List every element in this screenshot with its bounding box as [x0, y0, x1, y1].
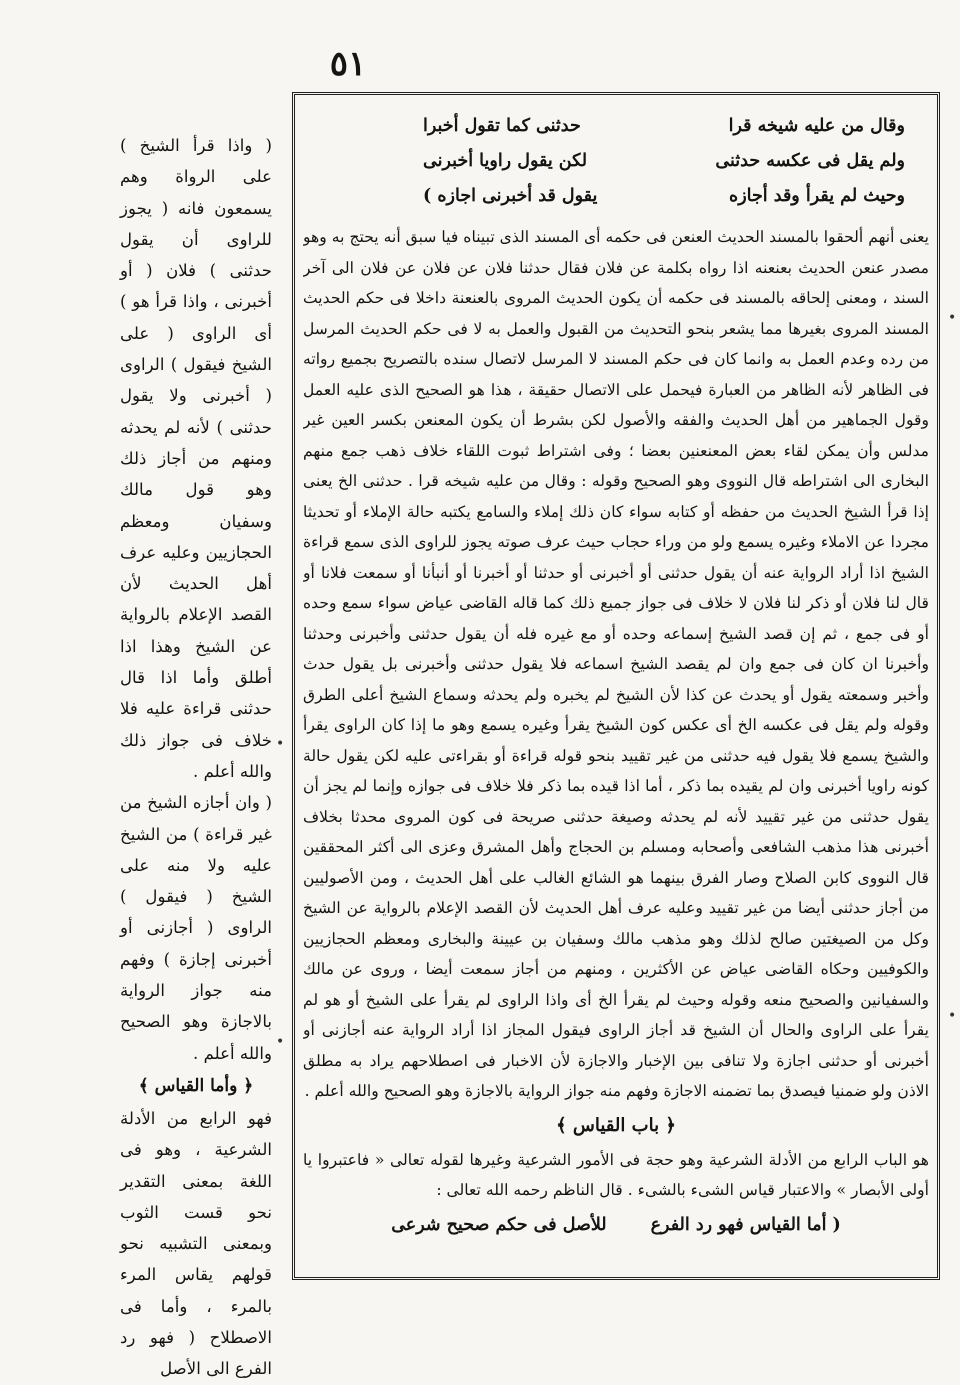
main-text-frame: [292, 92, 940, 1280]
qiyas-verse: [303, 1208, 929, 1242]
verse-line: [303, 179, 929, 214]
side-paragraph: فهو الرابع من الأدلة الشرعية ، وهو فى اللغة بمعنى التقدير نحو قست الثوب وبمعنى التشبيه نحو قولهم يقاس المرء بالمرء ، وأما فى الاصطلاح ( فهو رد الفرع الى الأصل: [120, 1108, 272, 1379]
side-commentary: [120, 130, 272, 1385]
page-number: ٥١: [329, 44, 367, 84]
hemistich-first: وقال من عليه شيخه قرا: [728, 116, 905, 136]
side-paragraph: ( وان أجازه الشيخ من غير قراءة ) من الشيخ عليه ولا منه على الشيخ ( فيقول ) الراوى ( أجازنى أو أخبرنى إجازة ) وفهم منه جواز الرواية بالاجازة وهو الصحيح والله أعلم .: [120, 793, 272, 1063]
verse-line: [303, 144, 929, 179]
verse-line: [303, 109, 929, 144]
hemistich-first: وحيث لم يقرأ وقد أجازه: [729, 186, 905, 206]
hemistich-first: ( أما القياس فهو رد الفرع: [650, 1214, 841, 1235]
qiyas-intro-paragraph: هو الباب الرابع من الأدلة الشرعية وهو حجة فى الأمور الشرعية وغيرها لقوله تعالى « فاعتبروا يا أولى الأبصار » والاعتبار قياس الشىء بالشىء . قال الناظم رحمه الله تعالى :: [303, 1150, 929, 1199]
hemistich-second: حدثنى كما تقول أخبرا: [423, 116, 581, 136]
margin-dot: •: [948, 1008, 957, 1024]
section-title-qiyas: ﴿ باب القياس ﴾: [556, 1114, 676, 1136]
margin-dot: •: [276, 1034, 285, 1050]
side-paragraph: ( واذا قرأ الشيخ ) على الرواة وهم يسمعون فانه ( يجوز للراوى أن يقول حدثنى ) فلان ( أو أخبرنى ، واذا قرأ هو ) أى الراوى ( على الشيخ فيقول ) الراوى ( أخبرنى ولا يقول حدثنى ) لأنه لم يحدثه ومنهم من أجاز ذلك وهو قول مالك وسفيان ومعظم الحجازيين وعليه عرف أهل الحديث لأن القصد الإعلام بالرواية عن الشيخ وهذا اذا أطلق وأما اذا قال حدثنى قراءة عليه فلا خلاف فى جواز ذلك والله أعلم .: [120, 136, 272, 781]
margin-dot: •: [948, 310, 957, 326]
main-text-area: [303, 103, 929, 1269]
side-section-title: ﴿ وأما القياس ﴾: [138, 1075, 254, 1096]
qiyas-intro: [303, 1145, 929, 1206]
commentary: [303, 222, 929, 1107]
hemistich-second: للأصل فى حكم صحيح شرعى: [391, 1214, 607, 1235]
hemistich-second: يقول قد أخبرنى اجازه ): [423, 186, 598, 206]
margin-dot: •: [276, 736, 285, 752]
hemistich-second: لكن يقول راويا أخبرنى: [423, 151, 588, 171]
verse-block: [303, 109, 929, 214]
commentary-paragraph: يعنى أنهم ألحقوا بالمسند الحديث العنعن فى حكمه أى المسند الذى تبيناه فيا سبق أنه يحتج به وهو مصدر عنعن الحديث بعنعنه اذا رواه بكلمة عن فلان فقال حدثنا فلان عن فلان عن فلان الى آخر السند ، ومعنى إلحاقه بالمسند فى حكمه أن يكون الحديث المروى بالعنعنة داخلا فى حكم الحديث المسند المروى بغيرها مما يشعر بنحو التحديث من القبول والعمل به لا فى حكم الحديث المرسل من رده وعدم العمل به وانما كان فى حكم المسند لا المرسل لاتصال سنده بالتصريح بجميع رواته فى الظاهر لأنه الظاهر من العبارة فيحمل على الاتصال حقيقة ، هذا هو الصحيح الذى عليه العمل وقول الجماهير من أهل الحديث والفقه والأصول لكن بشرط أن يكون المعنعن بكسر العين غير مدلس وأن يمكن لقاء بعض المعنعنين بعضا ؛ وفى اشتراط ثبوت اللقاء خلاف ذهب جمع منهم البخارى الى اشتراطه قال النووى وهو الصحيح وقوله : وقال من عليه شيخه قرا . حدثنى الخ يعنى إذا قرأ الشيخ الحديث من حفظه أو كتابه سواء كان ذلك إملاء والسامع يكتبه حالة الإملاء أو تحديثا مجردا عن الاملاء وغيره يسمع ولو من وراء حجاب حيث عرف صوته يجوز للراوى الذى سمع قراءة الشيخ اذا أراد الرواية عنه أن يقول حدثنى أو أخبرنى أو حدثنا أو أخبرنا أو أنبأنا أو سمعت فلانا أو قال لنا فلان أو ذكر لنا فلان لا خلاف فى جواز جميع ذلك كما قاله القاضى عياض سواء سمع وحده أو فى جمع ، ثم إن قصد الشيخ إسماعه وحده أو مع غيره فله أن يقول حدثنى وأخبرنى وحدثنا وأخبرنا ان كان فى جمع وان لم يقصد الشيخ اسماعه فلا يقول حدثنى وأخبرنى بل يقول حدث وأخبر وسمعته يقول أو يحدث عن كذا لأن الشيخ لم يخبره ولم يحدثه وسماع الشيخ أعلى الطرق وقوله ولم يقل فى عكسه الخ أى عكس كون الشيخ يقرأ وغيره يسمع وهو ما إذا كان الراوى يقرأ والشيخ يسمع فلا يقول فيه حدثنى من غير تقييد بنحو قوله قراءة أو بقراءتى عليه لكن يقول حالة كونه راويا أخبرنى وان لم يقيده بما ذكر ، أما اذا قيده بما ذكر فلا خلاف فى جوازه وإنما لم يجز أن يقول حدثنى من غير تقييد لأنه لم يحدثه وصيغة حدثنى صريحة فى كون المروى محدثا بخلاف أخبرنى هذا مذهب الشافعى وأصحابه ومسلم بن الحجاج وأهل المشرق وعزى الى أكثر المحققين قال النووى كابن الصلاح وصار الفرق بينهما هو الشائع الغالب على أهل الحديث ، ومن الأصوليين من أجاز حدثنى أيضا من غير تقييد وعليه عرف أهل الحديث لأن القصد الإعلام بالرواية عن الشيخ وكل من الصيغتين صالح لذلك وهو مذهب مالك وسفيان بن عيينة والبخارى ومعظم الحجازيين والكوفيين وحكاه القاضى عياض عن الأكثرين ، ومنهم من أجاز سمعت أيضا ، وروى عن مالك والسفيانين والصحيح منعه وقوله وحيث لم يقرأ الخ أى واذا الراوى لم يقرأ على الشيخ أو هو لم يقرأ على الراوى والحال أن الشيخ قد أجاز الراوى فيقول المجاز اذا أراد الرواية عنه أجازنى أو أخبرنى أو حدثنى اجازة ولا تنافى بين الإخبار والاجازة لأن الاخبار فى اصطلاحهم يراد به مطلق الاذن ولو ضمنيا فيصدق بما تضمنه الاجازة وفهم منه جواز الرواية بالاجازة وهو الصحيح والله أعلم .: [303, 228, 929, 1100]
hemistich-first: ولم يقل فى عكسه حدثنى: [715, 151, 905, 171]
